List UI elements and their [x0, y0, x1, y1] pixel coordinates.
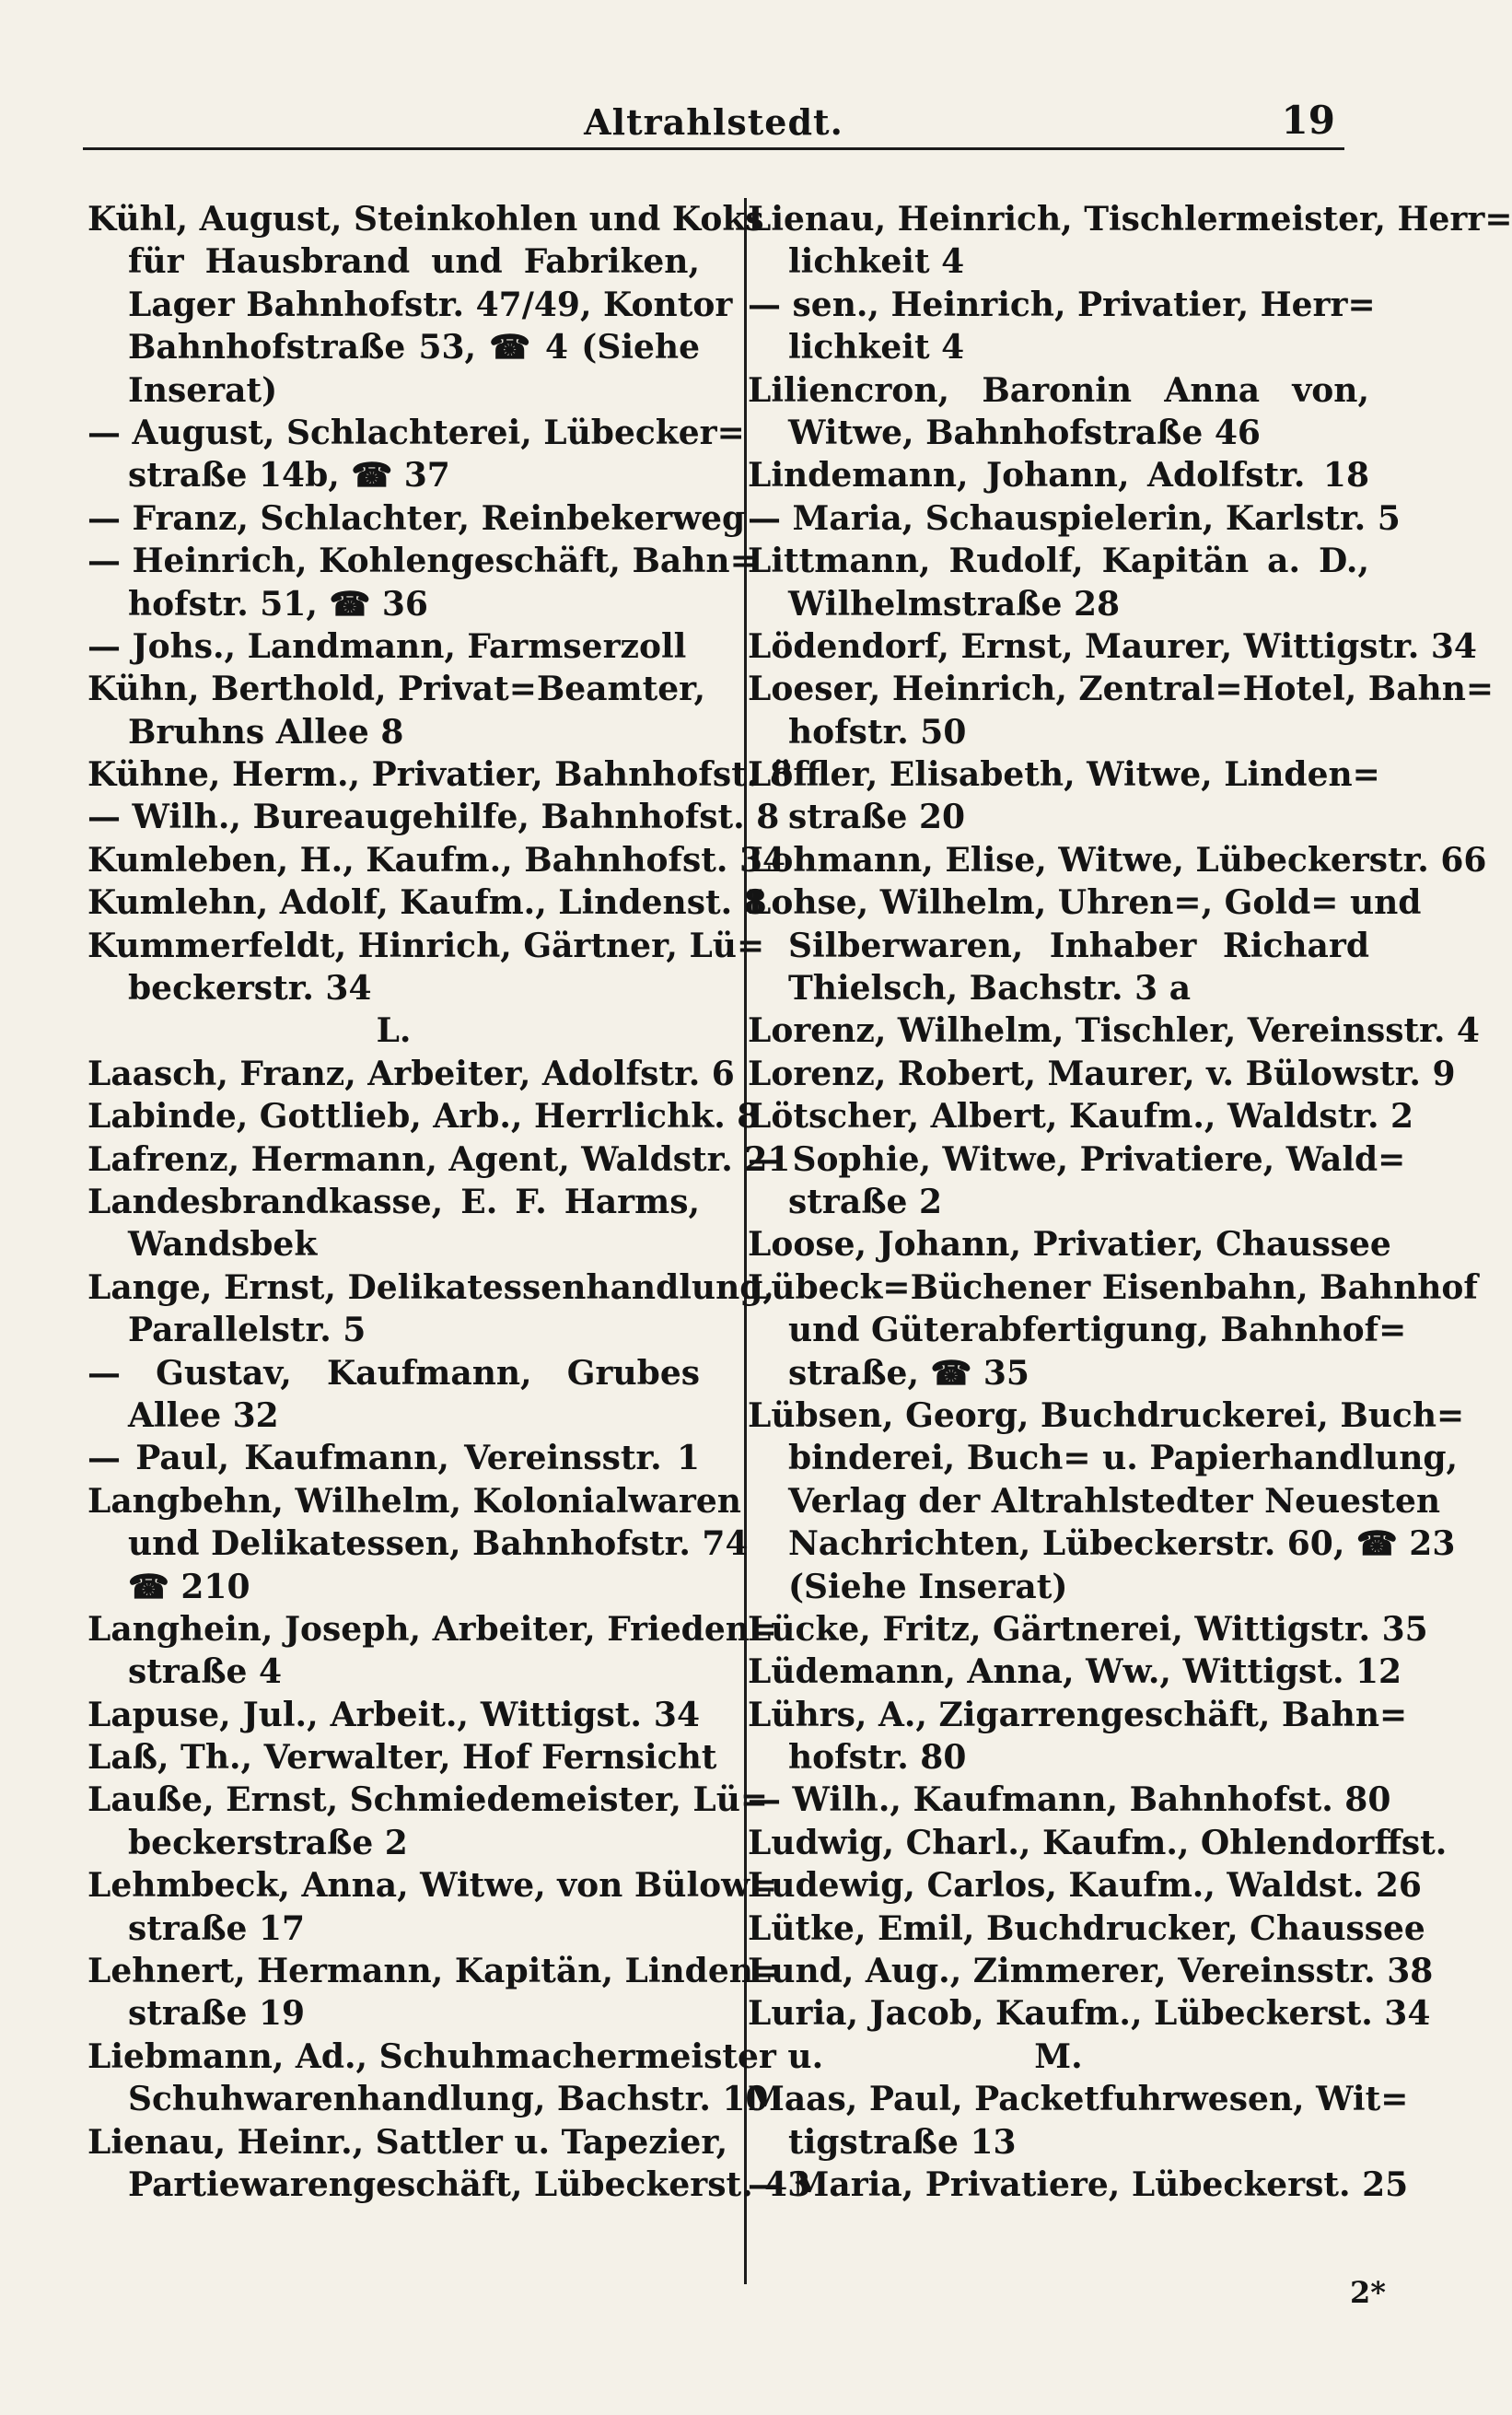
directory-entry-line: — Franz, Schlachter, Reinbekerweg — [87, 498, 746, 538]
directory-entry-line: Löffler, Elisabeth, Witwe, Linden= — [748, 755, 1380, 795]
entry-continuation-line: binderei, Buch= u. Papierhandlung, — [788, 1439, 1459, 1478]
left-column — [87, 198, 824, 2206]
directory-entry-line: Lücke, Fritz, Gärtnerei, Wittigstr. 35 — [748, 1609, 1428, 1649]
directory-entry-line: — Gustav, Kaufmann, Grubes — [87, 1353, 700, 1393]
entry-continuation-line: Parallelstr. 5 — [128, 1311, 366, 1350]
entry-continuation-line: Wilhelmstraße 28 — [788, 584, 1121, 624]
entry-continuation-line: Inserat) — [128, 370, 278, 410]
directory-entry-line: Lübeck=Büchener Eisenbahn, Bahnhof — [748, 1267, 1478, 1307]
directory-entry-line: Lauße, Ernst, Schmiedemeister, Lü= — [87, 1780, 769, 1820]
entry-continuation-line: beckerstr. 34 — [128, 969, 372, 1009]
directory-entry-line: Lindemann, Johann, Adolfstr. 18 — [748, 456, 1369, 496]
directory-entry-line: — Maria, Schauspielerin, Karlstr. 5 — [748, 498, 1401, 538]
entry-continuation-line: Nachrichten, Lübeckerstr. 60, ☎ 23 — [788, 1524, 1456, 1564]
entry-continuation-line: Bruhns Allee 8 — [128, 712, 404, 752]
directory-entry-line: Lührs, A., Zigarrengeschäft, Bahn= — [748, 1695, 1408, 1734]
directory-entry-line: Lehmbeck, Anna, Witwe, von Bülow= — [87, 1866, 778, 1906]
directory-entry-line: Kühne, Herm., Privatier, Bahnhofst. 8 — [87, 755, 793, 795]
entry-continuation-line: hofstr. 50 — [788, 712, 967, 752]
directory-entry-line: Liebmann, Ad., Schuhmachermeister u. — [87, 2036, 824, 2076]
directory-entry-line: Loeser, Heinrich, Zentral=Hotel, Bahn= — [748, 670, 1495, 709]
entry-continuation-line: Partiewarengeschäft, Lübeckerst. 43 — [128, 2164, 811, 2204]
entry-continuation-line: Witwe, Bahnhofstraße 46 — [788, 413, 1261, 452]
directory-entry-line: Lienau, Heinrich, Tischlermeister, Herr= — [748, 200, 1512, 239]
entry-continuation-line: tigstraße 13 — [788, 2122, 1017, 2162]
entry-continuation-line: hofstr. 51, ☎ 36 — [128, 584, 428, 624]
entry-continuation-line: straße, ☎ 35 — [788, 1353, 1029, 1393]
directory-entry-line: — Sophie, Witwe, Privatiere, Wald= — [748, 1139, 1406, 1179]
entry-continuation-line: straße 19 — [128, 1994, 306, 2034]
directory-entry-line: Lübsen, Georg, Buchdruckerei, Buch= — [748, 1395, 1465, 1435]
directory-entry-line: — sen., Heinrich, Privatier, Herr= — [748, 285, 1376, 324]
entry-continuation-line: Thielsch, Bachstr. 3 a — [788, 969, 1192, 1009]
entry-continuation-line: straße 4 — [128, 1652, 283, 1692]
directory-entry-line: Labinde, Gottlieb, Arb., Herrlichk. 8 — [87, 1097, 761, 1137]
header-rule — [83, 147, 1344, 150]
entry-continuation-line: lichkeit 4 — [788, 242, 965, 282]
directory-entry-line: Littmann, Rudolf, Kapitän a. D., — [748, 542, 1369, 581]
directory-entry-line: Maas, Paul, Packetfuhrwesen, Wit= — [748, 2080, 1409, 2119]
directory-entry-line: Lorenz, Wilhelm, Tischler, Vereinsstr. 4 — [748, 1011, 1480, 1051]
entry-continuation-line: Bahnhofstraße 53, ☎ 4 (Siehe — [128, 328, 700, 368]
section-letter-heading: L. — [376, 1011, 412, 1051]
directory-entry-line: — Johs., Landmann, Farmserzoll — [87, 626, 687, 666]
directory-entry-line: Lafrenz, Hermann, Agent, Waldstr. 21 — [87, 1139, 791, 1179]
directory-entry-line: Lorenz, Robert, Maurer, v. Bülowstr. 9 — [748, 1054, 1456, 1093]
directory-entry-line: Laß, Th., Verwalter, Hof Fernsicht — [87, 1738, 717, 1778]
directory-entry-line: Ludwig, Charl., Kaufm., Ohlendorffst. — [748, 1823, 1448, 1862]
directory-entry-line: Lohmann, Elise, Witwe, Lübeckerstr. 66 — [748, 840, 1487, 880]
entry-continuation-line: Lager Bahnhofstr. 47/49, Kontor — [128, 285, 733, 324]
directory-entry-line: Kühn, Berthold, Privat=Beamter, — [87, 670, 706, 709]
entry-continuation-line: Wandsbek — [128, 1225, 318, 1265]
directory-entry-line: Lehnert, Hermann, Kapitän, Linden= — [87, 1952, 782, 1991]
directory-entry-line: Loose, Johann, Privatier, Chaussee — [748, 1225, 1391, 1265]
right-column — [748, 198, 1512, 2206]
directory-entry-line: Kumlehn, Adolf, Kaufm., Lindenst. 8 — [87, 883, 767, 923]
entry-continuation-line: Allee 32 — [128, 1395, 279, 1435]
directory-entry-line: — Wilh., Bureaugehilfe, Bahnhofst. 8 — [87, 798, 780, 837]
directory-entry-line: Liliencron, Baronin Anna von, — [748, 370, 1369, 410]
directory-entry-line: Lödendorf, Ernst, Maurer, Wittigstr. 34 — [748, 626, 1477, 666]
directory-entry-line: Landesbrandkasse, E. F. Harms, — [87, 1182, 700, 1221]
entry-continuation-line: Verlag der Altrahlstedter Neuesten — [788, 1481, 1441, 1521]
directory-entry-line: Langhein, Joseph, Arbeiter, Frieden= — [87, 1609, 778, 1649]
directory-entry-line: Kummerfeldt, Hinrich, Gärtner, Lü= — [87, 926, 765, 965]
running-title: Altrahlstedt. — [584, 101, 843, 143]
directory-entry-line: Lötscher, Albert, Kaufm., Waldstr. 2 — [748, 1097, 1414, 1137]
directory-entry-line: — Paul, Kaufmann, Vereinsstr. 1 — [87, 1439, 700, 1478]
entry-continuation-line: Silberwaren, Inhaber Richard — [788, 926, 1369, 965]
directory-entry-line: — Maria, Privatiere, Lübeckerst. 25 — [748, 2164, 1409, 2204]
running-head — [83, 92, 1344, 147]
entry-continuation-line: Schuhwarenhandlung, Bachstr. 10 — [128, 2080, 769, 2119]
directory-entry-line: Lapuse, Jul., Arbeit., Wittigst. 34 — [87, 1695, 700, 1734]
signature-mark: 2* — [1350, 2275, 1386, 2310]
entry-continuation-line: straße 17 — [128, 1908, 306, 1948]
entry-continuation-line: ☎ 210 — [128, 1567, 250, 1606]
directory-entry-line: Langbehn, Wilhelm, Kolonialwaren — [87, 1481, 741, 1521]
entry-continuation-line: straße 14b, ☎ 37 — [128, 456, 450, 496]
page-number: 19 — [1281, 98, 1335, 143]
directory-entry-line: Luria, Jacob, Kaufm., Lübeckerst. 34 — [748, 1994, 1431, 2034]
entry-continuation-line: hofstr. 80 — [788, 1738, 967, 1778]
entry-continuation-line: und Güterabfertigung, Bahnhof= — [788, 1311, 1407, 1350]
directory-entry-line: Lund, Aug., Zimmerer, Vereinsstr. 38 — [748, 1952, 1434, 1991]
directory-entry-line: Laasch, Franz, Arbeiter, Adolfstr. 6 — [87, 1054, 735, 1093]
directory-entry-line: — Wilh., Kaufmann, Bahnhofst. 80 — [748, 1780, 1391, 1820]
directory-entry-line: Lütke, Emil, Buchdrucker, Chaussee — [748, 1908, 1425, 1948]
directory-entry-line: Kumleben, H., Kaufm., Bahnhofst. 34 — [87, 840, 786, 880]
directory-entry-line: Ludewig, Carlos, Kaufm., Waldst. 26 — [748, 1866, 1422, 1906]
directory-entry-line: Lange, Ernst, Delikatessenhandlung, — [87, 1267, 774, 1307]
directory-entry-line: — August, Schlachterei, Lübecker= — [87, 413, 745, 452]
entry-continuation-line: straße 2 — [788, 1182, 943, 1221]
directory-entry-line: Lohse, Wilhelm, Uhren=, Gold= und — [748, 883, 1422, 923]
entry-continuation-line: lichkeit 4 — [788, 328, 965, 368]
entry-continuation-line: für Hausbrand und Fabriken, — [128, 242, 700, 282]
directory-entry-line: Kühl, August, Steinkohlen und Koks — [87, 200, 764, 239]
entry-continuation-line: straße 20 — [788, 798, 966, 837]
directory-entry-line: Lüdemann, Anna, Ww., Wittigst. 12 — [748, 1652, 1402, 1692]
entry-continuation-line: beckerstraße 2 — [128, 1823, 408, 1862]
entry-continuation-line: (Siehe Inserat) — [788, 1567, 1068, 1606]
entry-continuation-line: und Delikatessen, Bahnhofstr. 74 — [128, 1524, 749, 1564]
directory-entry-line: Lienau, Heinr., Sattler u. Tapezier, — [87, 2122, 728, 2162]
directory-entry-line: — Heinrich, Kohlengeschäft, Bahn= — [87, 542, 758, 581]
section-letter-heading: M. — [1034, 2036, 1083, 2076]
